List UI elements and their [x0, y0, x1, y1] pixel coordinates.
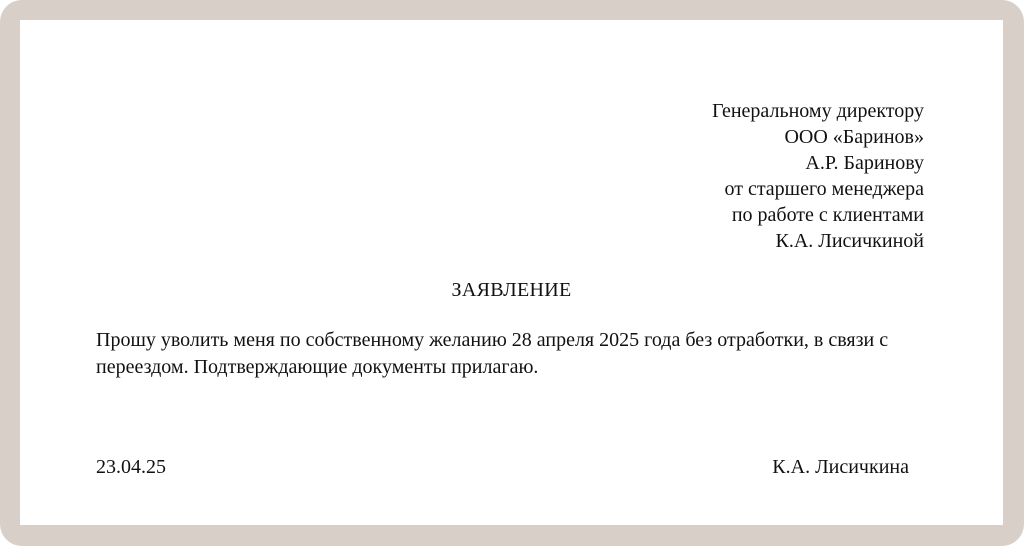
addressee-line: К.А. Лисичкиной [775, 230, 924, 252]
addressee-line: ООО «Баринов» [784, 126, 924, 148]
addressee-block [712, 98, 924, 254]
document-title: ЗАЯВЛЕНИЕ [451, 279, 572, 301]
document-signature: К.А. Лисичкина [772, 456, 909, 478]
document-page [20, 20, 1003, 525]
addressee-line: А.Р. Баринову [805, 152, 924, 174]
addressee-line: от старшего менеджера [724, 178, 924, 200]
addressee-line: по работе с клиентами [731, 204, 924, 226]
document-body: Прошу уволить меня по собственному желанию 28 апреля 2025 года без отработки, в связи с переездом. Подтверждающие документы прилагаю. [96, 329, 889, 378]
addressee-line: Генеральному директору [711, 100, 924, 122]
document-date: 23.04.25 [96, 456, 166, 478]
